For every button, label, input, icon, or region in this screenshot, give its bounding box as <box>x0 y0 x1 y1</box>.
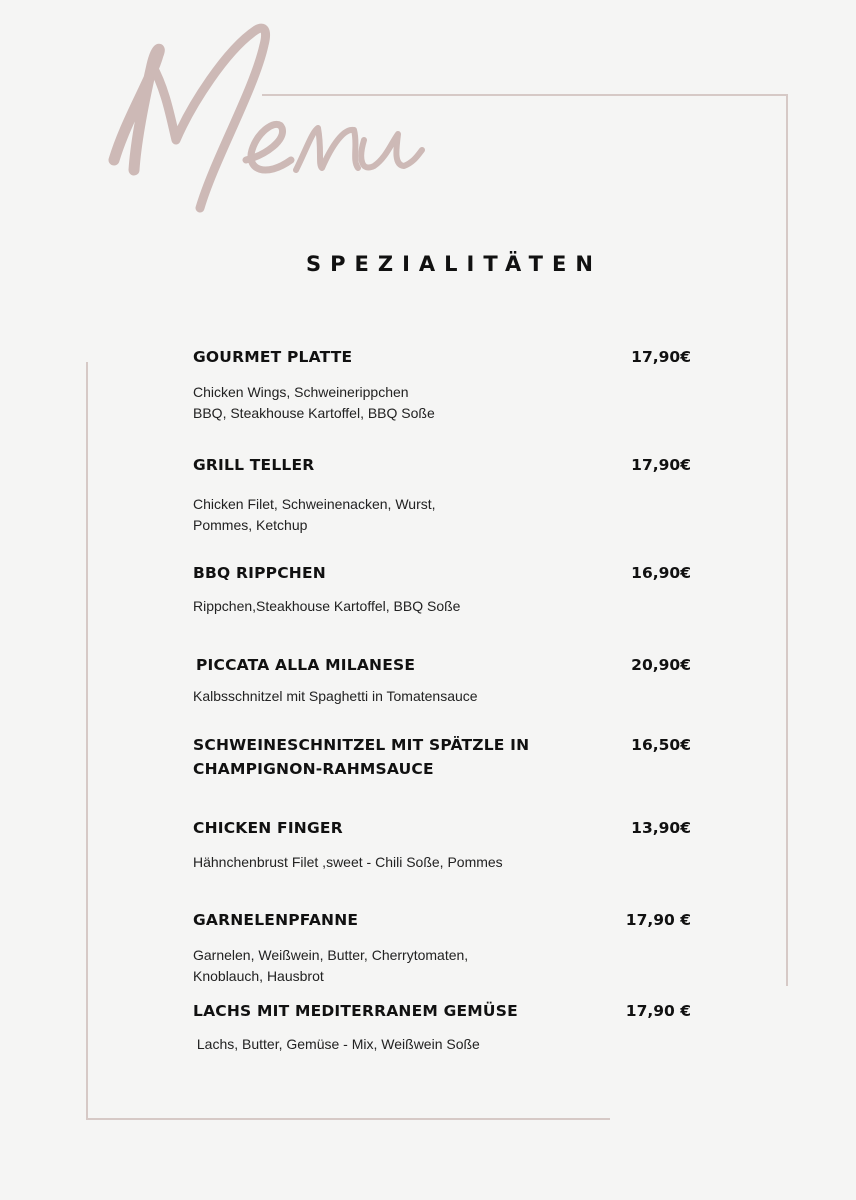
menu-script-logo <box>96 10 436 224</box>
item-price: 16,90€ <box>631 564 691 582</box>
item-description: Garnelen, Weißwein, Butter, Cherrytomaten, Knoblauch, Hausbrot <box>193 947 469 984</box>
item-name: CHICKEN FINGER <box>193 819 343 837</box>
item-name: LACHS MIT MEDITERRANEM GEMÜSE <box>193 1002 518 1020</box>
item-price: 17,90 € <box>625 911 691 929</box>
item-name: GRILL TELLER <box>193 456 315 474</box>
item-description: Hähnchenbrust Filet ,sweet - Chili Soße, Pommes <box>193 854 503 870</box>
frame-left-line <box>86 362 88 1120</box>
item-price: 13,90€ <box>631 819 691 837</box>
item-name: GARNELENPFANNE <box>193 911 359 929</box>
item-price: 20,90€ <box>631 656 691 674</box>
section-title: SPEZIALITÄTEN <box>306 252 602 276</box>
item-description: Lachs, Butter, Gemüse - Mix, Weißwein Soße <box>193 1036 480 1052</box>
item-price: 17,90€ <box>631 456 691 474</box>
frame-bottom-line <box>86 1118 610 1120</box>
item-name: BBQ RIPPCHEN <box>193 564 326 582</box>
item-description: Kalbsschnitzel mit Spaghetti in Tomatensauce <box>193 688 478 704</box>
item-price: 17,90 € <box>625 1002 691 1020</box>
item-name: PICCATA ALLA MILANESE <box>196 656 416 674</box>
menu-script-logo-graphic <box>96 10 436 220</box>
item-name: GOURMET PLATTE <box>193 348 353 366</box>
item-description: Chicken Wings, Schweinerippchen BBQ, Steakhouse Kartoffel, BBQ Soße <box>193 384 435 421</box>
item-price: 17,90€ <box>631 348 691 366</box>
item-description: Rippchen,Steakhouse Kartoffel, BBQ Soße <box>193 598 461 614</box>
frame-right-line <box>786 94 788 986</box>
item-price: 16,50€ <box>631 736 691 754</box>
item-description: Chicken Filet, Schweinenacken, Wurst, Pommes, Ketchup <box>193 496 436 533</box>
item-name: SCHWEINESCHNITZEL MIT SPÄTZLE IN CHAMPIGNON-RAHMSAUCE <box>193 736 530 778</box>
